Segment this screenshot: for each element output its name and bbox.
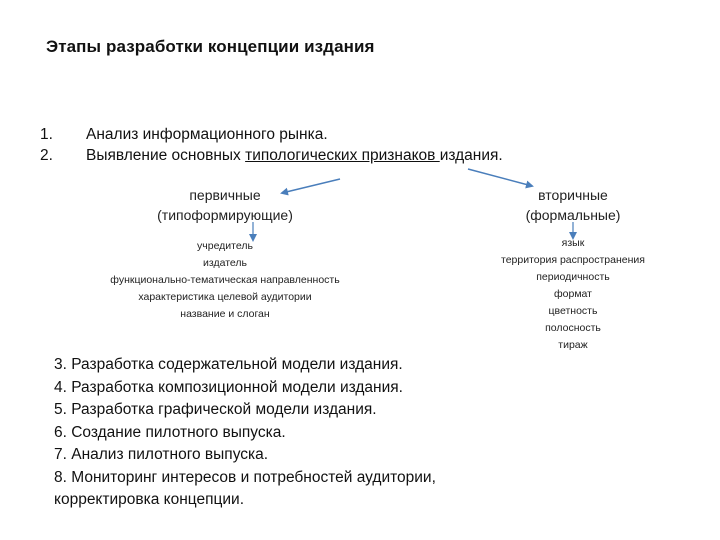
list-item: полосность [545, 322, 601, 334]
step-2-number: 2. [40, 147, 53, 164]
secondary-features-list [468, 235, 678, 354]
category-primary-title: первичные [189, 187, 261, 203]
list-item: язык [561, 237, 585, 249]
category-secondary-title: вторичные [538, 187, 608, 203]
list-item: периодичность [536, 271, 610, 283]
slide-title: Этапы разработки концепции издания [46, 37, 375, 56]
step-2-text-before: Выявление основных [86, 147, 246, 164]
list-item: учредитель [197, 240, 253, 252]
list-item: издатель [203, 257, 247, 269]
list-item: территория распространения [501, 254, 645, 266]
list-item: формат [554, 288, 592, 300]
step-5: 5. Разработка графической модели издания. [54, 401, 377, 418]
list-item: название и слоган [180, 308, 270, 320]
step-1-number: 1. [40, 126, 53, 143]
step-2-underlined: типологических признаков [245, 147, 440, 164]
primary-features-list [70, 238, 380, 323]
step-6: 6. Создание пилотного выпуска. [54, 423, 286, 441]
category-secondary [488, 185, 658, 225]
category-primary-subtitle: (типоформирующие) [157, 207, 293, 223]
step-8: 8. Мониторинг интересов и потребностей аудитории, [54, 468, 436, 486]
step-3: 3. Разработка содержательной модели издания. [54, 356, 403, 373]
step-2-text-after: издания. [439, 147, 503, 164]
list-item: цветность [548, 305, 598, 317]
category-primary [120, 185, 330, 225]
steps-bottom-list [54, 354, 554, 512]
arrow-to-secondary [468, 169, 532, 186]
category-secondary-subtitle: (формальные) [525, 207, 621, 223]
list-item: характеристика целевой аудитории [138, 291, 312, 303]
list-item: тираж [558, 339, 588, 351]
step-7: 7. Анализ пилотного выпуска. [54, 446, 269, 463]
step-4: 4. Разработка композиционной модели издания. [54, 378, 403, 396]
list-item: функционально-тематическая направленность [110, 274, 340, 286]
step-1-text: Анализ информационного рынка. [86, 126, 328, 143]
step-8-continued: корректировка концепции. [54, 491, 245, 508]
